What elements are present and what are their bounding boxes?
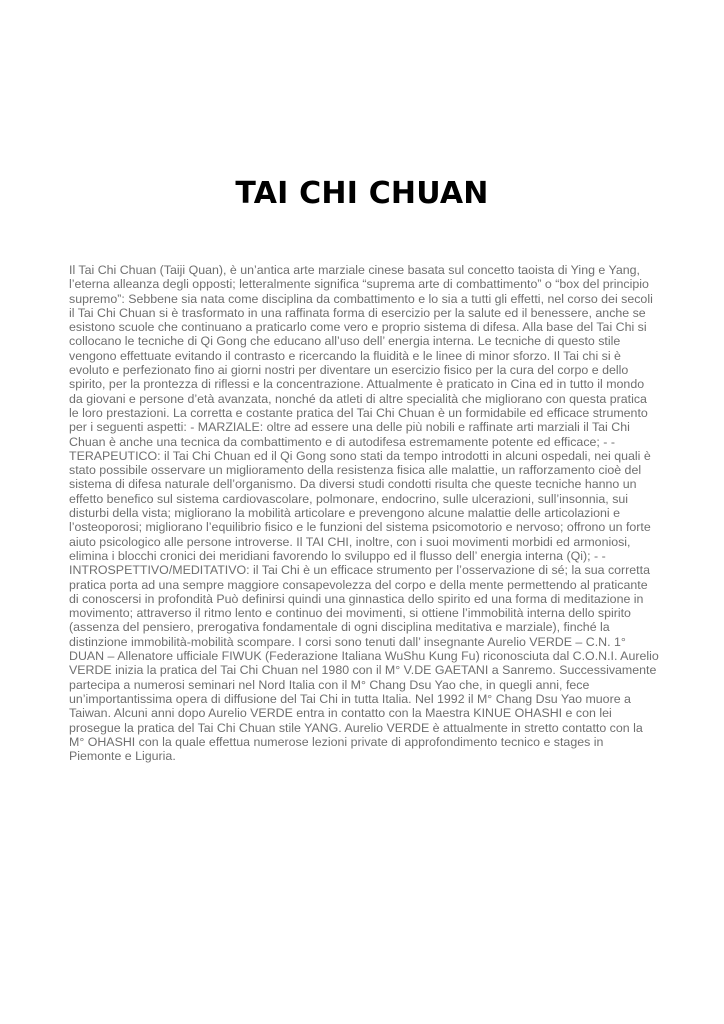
document-title: TAI CHI CHUAN [235, 176, 489, 211]
body-paragraph: Il Tai Chi Chuan (Taiji Quan), è un’antica arte marziale cinese basata sul concetto taoista di Ying e Yang, l’eterna alleanza degli opposti; letteralmente significa “suprema arte di combattimento” o “box del principio supremo”: Sebbene sia nata come disciplina da combattimento e lo sia a tutti gli effetti, nel corso dei secoli il Tai Chi Chuan si è trasformato in una raffinata forma di esercizio per la salute ed il benessere, anche se esistono scuole che continuano a praticarlo come vero e proprio sistema di difesa. Alla base del Tai Chi si collocano le tecniche di Qi Gong che educano all’uso dell’ energia interna. Le tecniche di questo stile vengono effettuate evitando il contrasto e ricercando la fluidità e le linee di minor sforzo. Il Tai chi si è evoluto e perfezionato fino ai giorni nostri per diventare un esercizio fisico per la cura del corpo e dello spirito, per la prontezza di riflessi e la concentrazione. Attualmente è praticato in Cina ed in tutto il mondo da giovani e persone d’età avanzata, nonché da atleti di altre specialità che migliorano con questa pratica le loro prestazioni. La corretta e costante pratica del Tai Chi Chuan è un formidabile ed efficace strumento per i seguenti aspetti: - MARZIALE: oltre ad essere una delle più nobili e raffinate arti marziali il Tai Chi Chuan è anche una tecnica da combattimento e di autodifesa estremamente potente ed efficace; - - TERAPEUTICO: il Tai Chi Chuan ed il Qi Gong sono stati da tempo introdotti in alcuni ospedali, nei quali è stato possibile osservare un miglioramento della resistenza fisica alle malattie, un rafforzamento cioè del sistema di difesa naturale dell’organismo. Da diversi studi condotti risulta che queste tecniche hanno un effetto benefico sul sistema cardiovascolare, polmonare, endocrino, sulle ulcerazioni, sull’insonnia, sui disturbi della vista; migliorano la mobilità articolare e prevengono alcune malattie delle articolazioni e l’osteoporosi; migliorano l’equilibrio fisico e le funzioni del sistema psicomotorio e nervoso; offrono un forte aiuto psicologico alle persone introverse. Il TAI CHI, inoltre, con i suoi movimenti morbidi ed armoniosi, elimina i blocchi cronici dei meridiani favorendo lo sviluppo ed il flusso dell’ energia interna (Qi); - - INTROSPETTIVO/MEDITATIVO: il Tai Chi è un efficace strumento per l’osservazione di sé; la sua corretta pratica porta ad una sempre maggiore consapevolezza del corpo e della mente permettendo al praticante di conoscersi in profondità Può definirsi quindi una ginnastica dello spirito ed una forma di meditazione in movimento; attraverso il ritmo lento e continuo dei movimenti, si ottiene l’immobilità interna dello spirito (assenza del pensiero, prerogativa fondamentale di ogni disciplina meditativa e marziale), finché la distinzione immobilità-mobilità scompare. I corsi sono tenuti dall’ insegnante Aurelio VERDE – C.N. 1° DUAN – Allenatore ufficiale FIWUK (Federazione Italiana WuShu Kung Fu) riconosciuta dal C.O.N.I. Aurelio VERDE inizia la pratica del Tai Chi Chuan nel 1980 con il M° V.DE GAETANI a Sanremo. Successivamente partecipa a numerosi seminari nel Nord Italia con il M° Chang Dsu Yao che, in quegli anni, fece un’importantissima opera di diffusione del Tai Chi in tutta Italia. Nel 1992 il M° Chang Dsu Yao muore a Taiwan. Alcuni anni dopo Aurelio VERDE entra in contatto con la Maestra KINUE OHASHI e con lei prosegue la pratica del Tai Chi Chuan stile YANG. Aurelio VERDE è attualmente in stretto contatto con la M° OHASHI con la quale effettua numerose lezioni private di approfondimento tecnico e stages in Piemonte e Liguria. [69, 263, 659, 764]
